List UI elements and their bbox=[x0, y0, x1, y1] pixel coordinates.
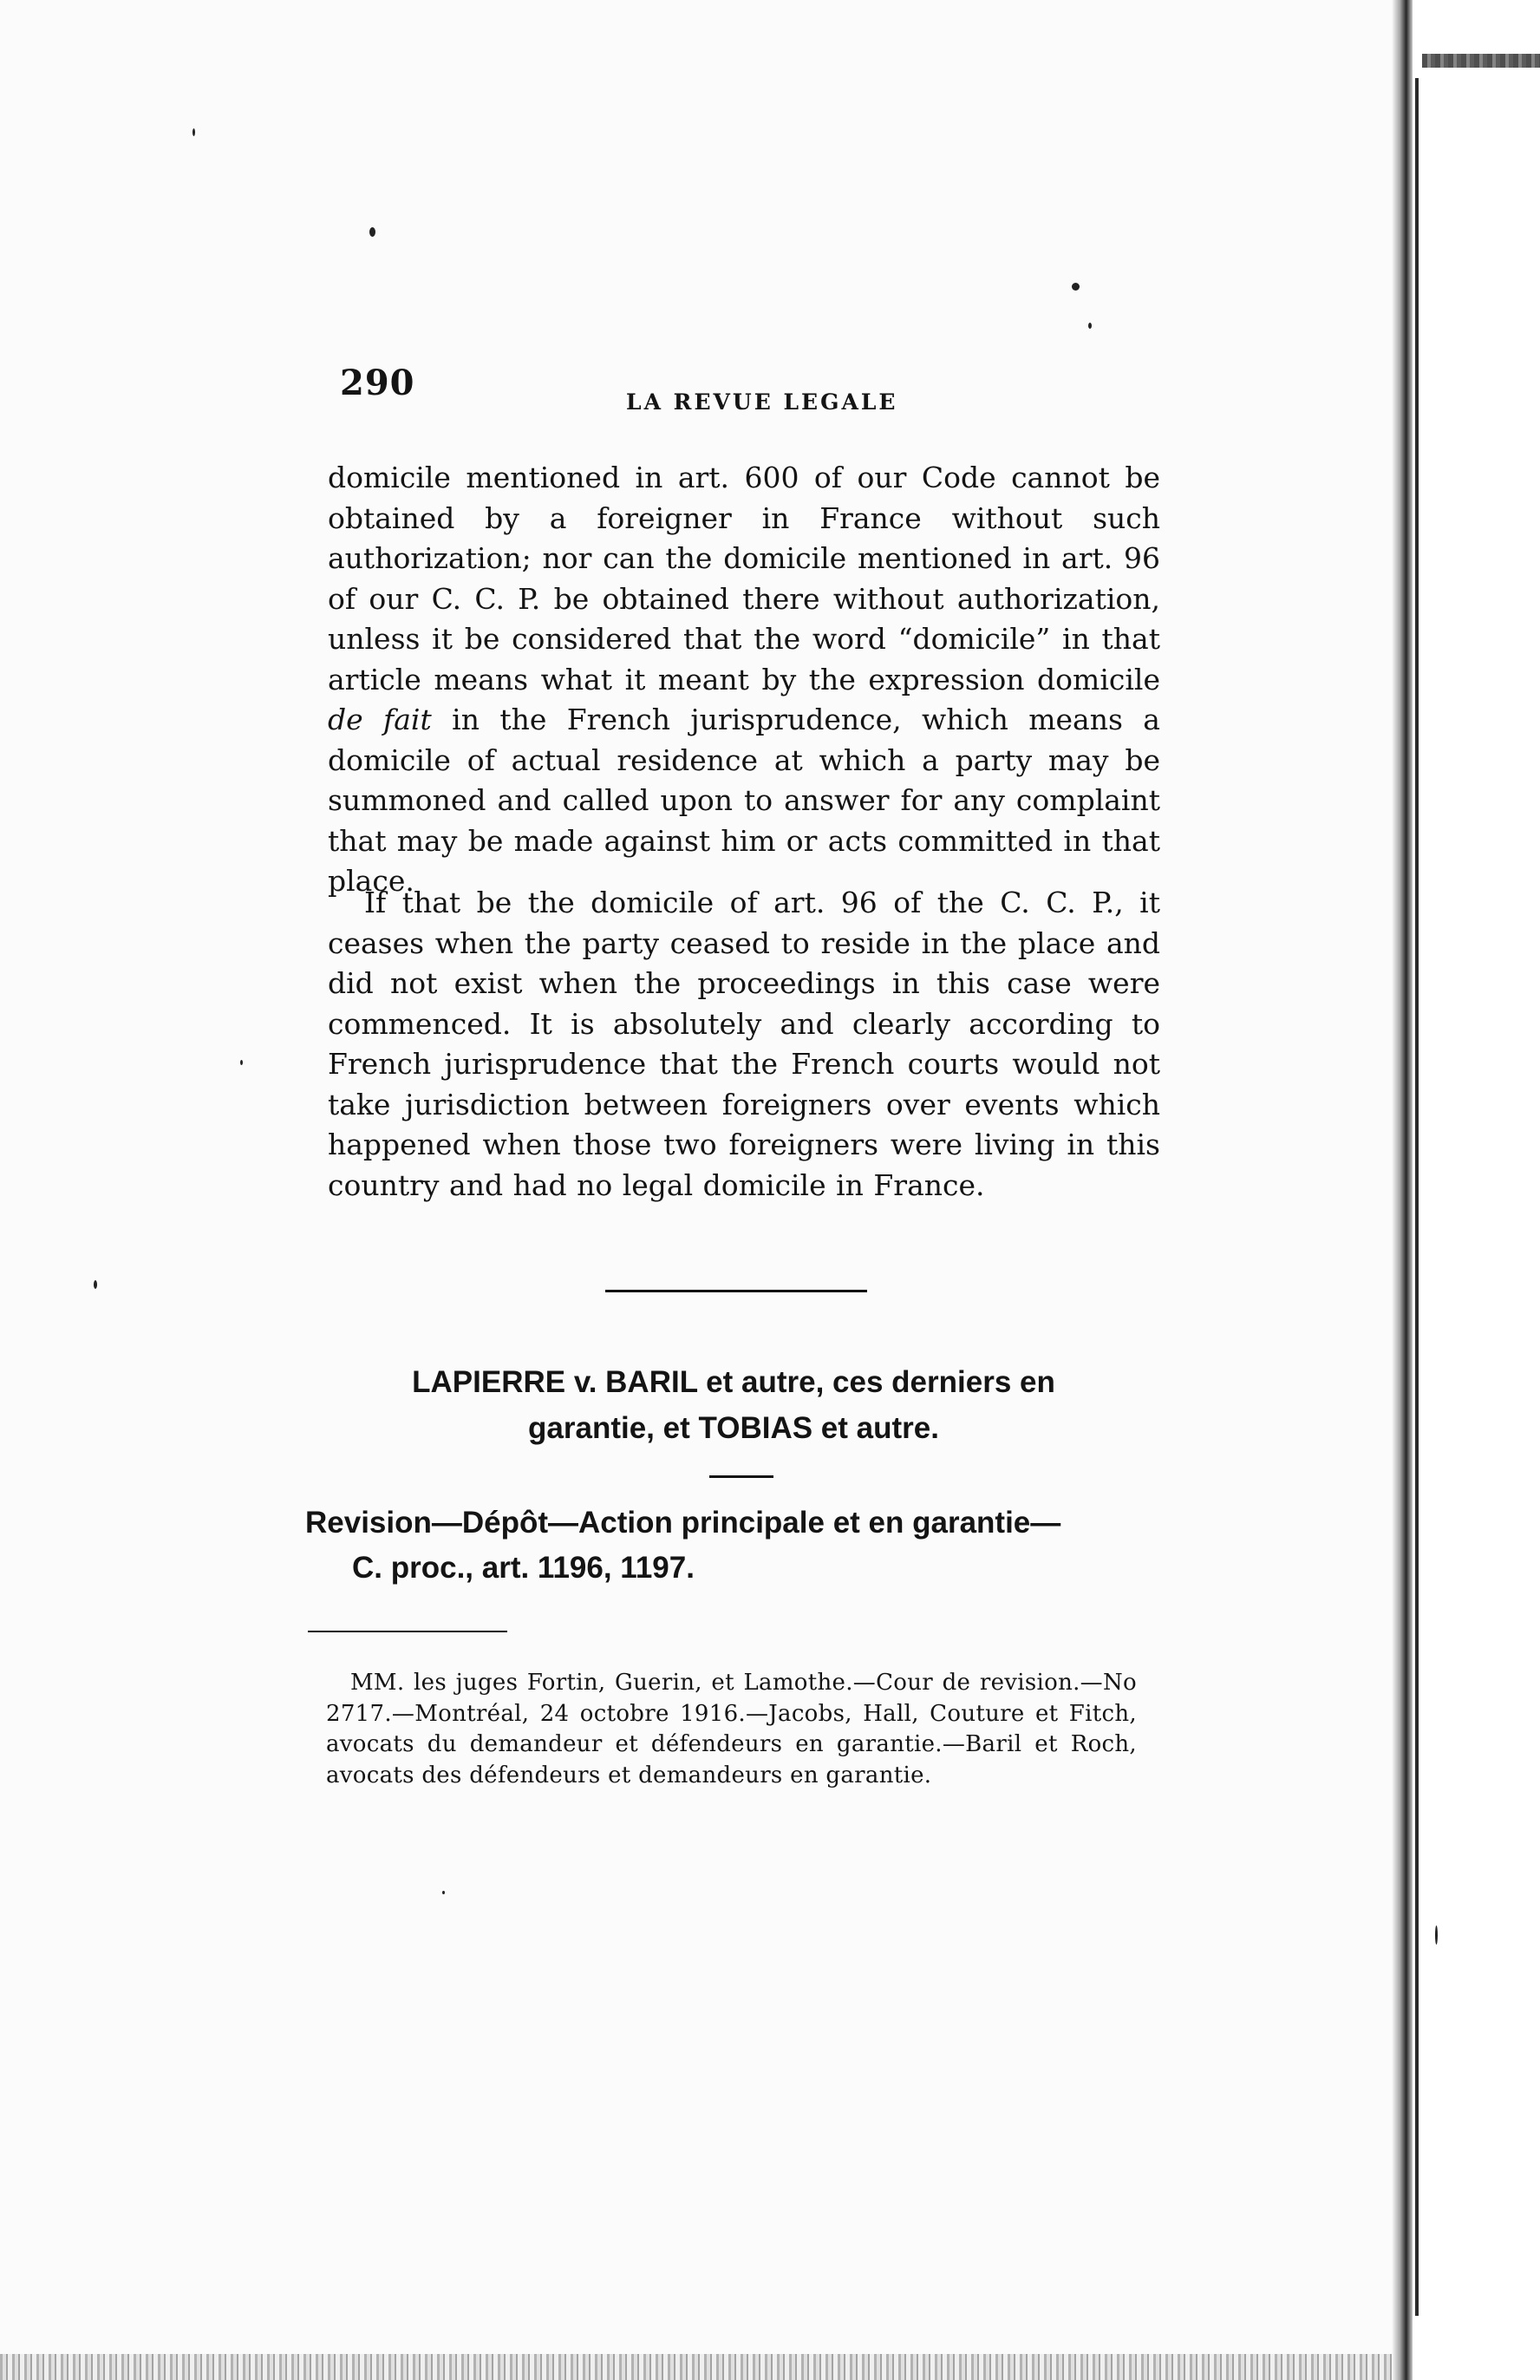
page-number: 290 bbox=[340, 363, 415, 403]
paragraph-1 bbox=[328, 458, 1160, 902]
case-title bbox=[347, 1359, 1120, 1451]
ink-speck bbox=[192, 128, 195, 136]
scan-artifact-bottom bbox=[0, 2354, 1392, 2380]
ink-speck bbox=[94, 1280, 97, 1289]
court-info: MM. les juges Fortin, Guerin, et Lamothe.—Cour de revision.—No 2717.—Montréal, 24 octobre 1916.—Jacobs, Hall, Couture et Fitch, avocats du demandeur et défendeurs en garantie.—Baril et Roch, avocats des défendeurs et demandeurs en garantie. bbox=[326, 1670, 1137, 1788]
short-divider bbox=[709, 1475, 773, 1478]
section-divider bbox=[605, 1290, 867, 1292]
ink-speck bbox=[1072, 283, 1080, 291]
ink-speck bbox=[1088, 323, 1092, 329]
running-title: LA REVUE LEGALE bbox=[626, 389, 898, 415]
case-title-line-2: garantie, et TOBIAS et autre. bbox=[528, 1411, 939, 1445]
headnote-line-2: C. proc., art. 1196, 1197. bbox=[352, 1551, 695, 1585]
paragraph-2: If that be the domicile of art. 96 of the C. C. P., it ceases when the party ceased to reside in the place and did not exist when the proceedings in this case were commenced. It is absolutely and clearly according to French jurisprudence that the French courts would not take jurisdiction between foreigners over events which happened when those two foreigners were living in this country and had no legal domicile in France. bbox=[328, 886, 1160, 1202]
paragraph-1-text-a: domicile mentioned in art. 600 of our Code cannot be obtained by a foreigner in France without such authorization; nor can the domicile mentioned in art. 96 of our C. C. P. be obtained there without authorization, unless it be considered that the word “domicile” in that article means what it meant by the expression domicile bbox=[328, 461, 1160, 696]
paragraph-1-italic: de fait bbox=[328, 703, 432, 736]
headnote bbox=[305, 1501, 1155, 1591]
paragraph-1-text-b: in the French jurisprudence, which means a domicile of actual residence at which a party may be summoned and called upon to answer for any complaint that may be made against him or acts committed in that place. bbox=[328, 703, 1160, 898]
ink-speck bbox=[369, 227, 375, 237]
case-title-line-1: LAPIERRE v. BARIL et autre, ces derniers en bbox=[412, 1365, 1055, 1399]
scan-artifact-top bbox=[1422, 54, 1540, 68]
ink-speck bbox=[1435, 1926, 1438, 1945]
headnote-divider bbox=[308, 1631, 507, 1632]
ink-speck bbox=[240, 1060, 243, 1065]
headnote-line-1: Revision—Dépôt—Action principale et en garantie— bbox=[305, 1506, 1061, 1540]
ink-speck bbox=[442, 1891, 445, 1894]
scan-margin bbox=[1413, 0, 1540, 2380]
page-edge-shadow bbox=[1392, 0, 1413, 2380]
page-edge-line bbox=[1415, 78, 1419, 2316]
